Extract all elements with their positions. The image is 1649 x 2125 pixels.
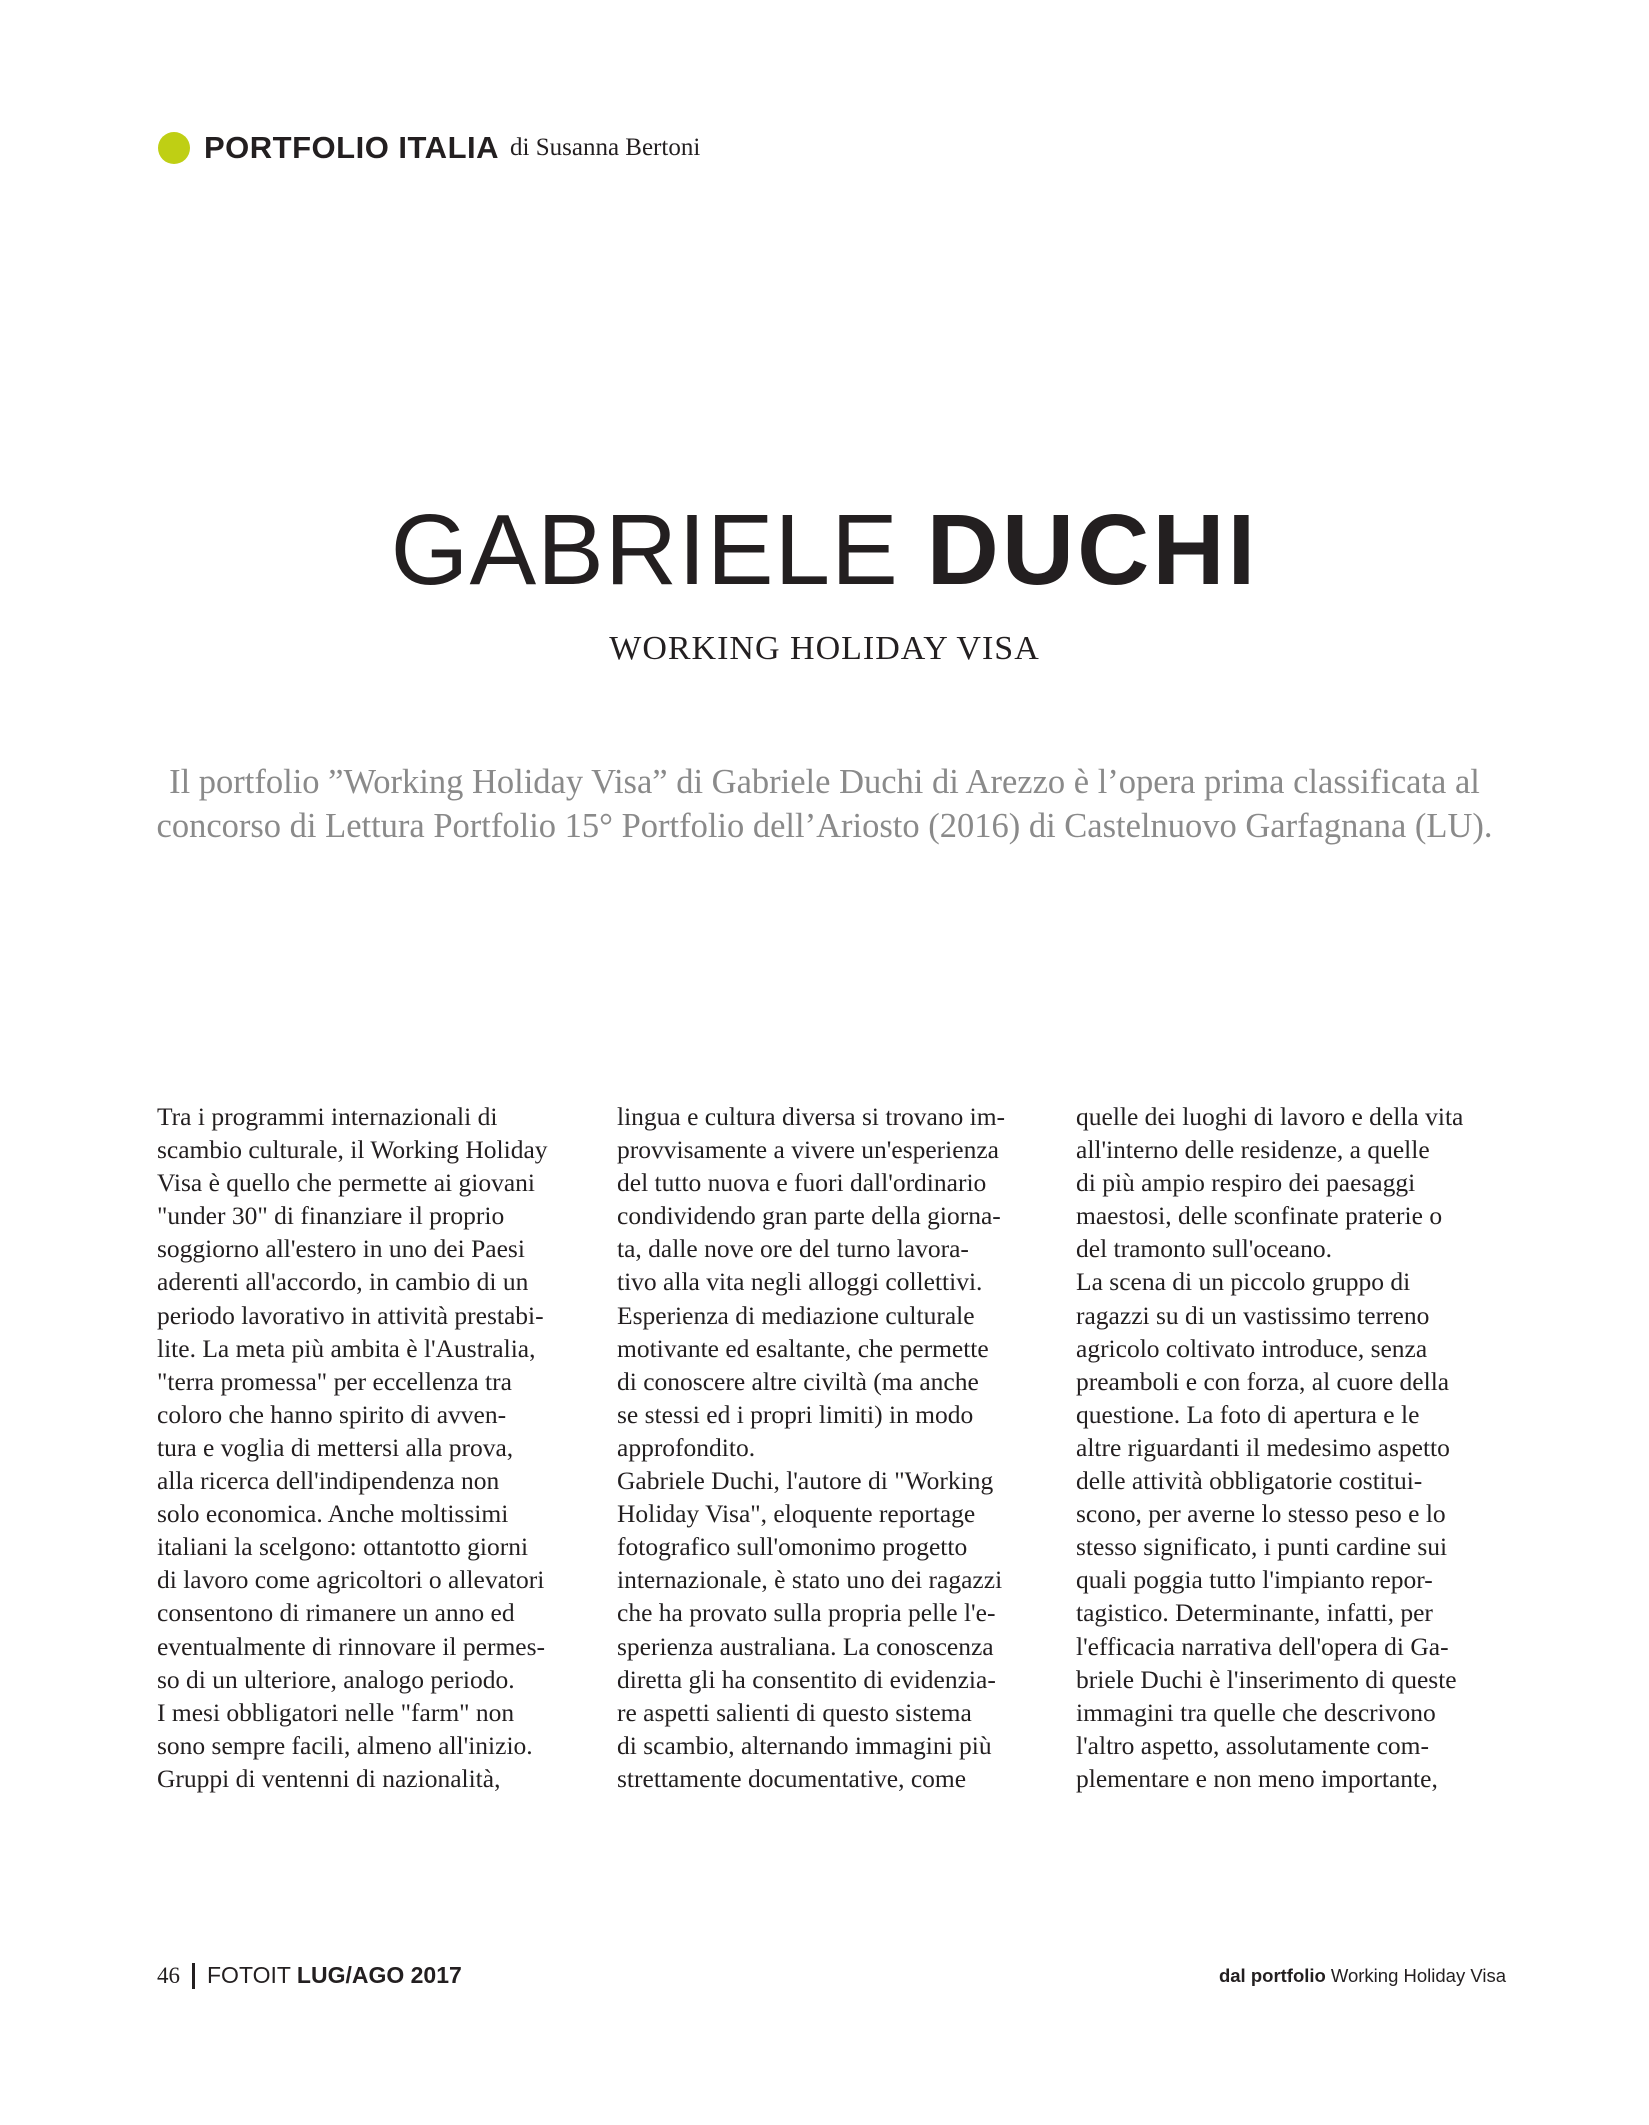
body-text-line: re aspetti salienti di questo sistema [617, 1697, 972, 1727]
body-text-line: Visa è quello che permette ai giovani [157, 1168, 535, 1198]
body-text-line: l'altro aspetto, assolutamente com- [1076, 1730, 1429, 1760]
body-text-line: La scena di un piccolo gruppo di [1076, 1267, 1411, 1297]
body-text-line: maestosi, delle sconfinate praterie o [1076, 1201, 1443, 1231]
body-text-line: che ha provato sulla propria pelle l'e- [617, 1598, 996, 1628]
body-text-line: quelle dei luoghi di lavoro e della vita [1076, 1102, 1464, 1131]
footer-article-title: Working Holiday Visa [1330, 1965, 1506, 1986]
body-column-1 [157, 1100, 587, 1795]
title-first-name: GABRIELE [390, 494, 899, 606]
body-text-line: Gruppi di ventenni di nazionalità, [157, 1763, 501, 1793]
footer-divider [192, 1963, 195, 1989]
body-text-line: solo economica. Anche moltissimi [157, 1499, 509, 1529]
body-text-line: tura e voglia di mettersi alla prova, [157, 1432, 514, 1462]
footer-section-label: dal portfolio [1218, 1965, 1326, 1986]
body-text-line: Holiday Visa", eloquente reportage [617, 1499, 976, 1529]
body-text-line: di scambio, alternando immagini più [617, 1730, 992, 1760]
body-text-line: so di un ulteriore, analogo periodo. [157, 1664, 515, 1694]
section-bullet-icon [158, 132, 190, 164]
body-text-line: Tra i programmi internazionali di [157, 1102, 498, 1131]
footer-right [1219, 1965, 1506, 1987]
section-byline: di Susanna Bertoni [510, 134, 701, 161]
body-text-line: periodo lavorativo in attività prestabi- [157, 1300, 544, 1330]
body-text-line: questione. La foto di apertura e le [1076, 1399, 1420, 1429]
body-text-line: condividendo gran parte della giorna- [617, 1201, 1001, 1231]
body-text-line: tivo alla vita negli alloggi collettivi. [617, 1267, 983, 1297]
body-text-line: altre riguardanti il medesimo aspetto [1076, 1432, 1450, 1462]
body-text-line: briele Duchi è l'inserimento di queste [1076, 1664, 1457, 1694]
body-text-line: aderenti all'accordo, in cambio di un [157, 1267, 529, 1297]
title-last-name: DUCHI [926, 494, 1259, 606]
body-text-line: plementare e non meno importante, [1076, 1763, 1438, 1793]
body-column-2 [617, 1100, 1047, 1795]
body-text-line: l'efficacia narrativa dell'opera di Ga- [1076, 1631, 1449, 1661]
body-text-line: tagistico. Determinante, infatti, per [1076, 1598, 1433, 1628]
body-text-line: immagini tra quelle che descrivono [1076, 1697, 1436, 1727]
body-text-line: scambio culturale, il Working Holiday [157, 1135, 548, 1165]
body-text-line: sperienza australiana. La conoscenza [617, 1631, 994, 1661]
body-text-line: alla ricerca dell'indipendenza non [157, 1466, 500, 1496]
intro-paragraph [140, 760, 1509, 848]
body-text-line: "terra promessa" per eccellenza tra [157, 1366, 512, 1396]
body-text-line: del tramonto sull'oceano. [1076, 1234, 1332, 1264]
body-text-line: del tutto nuova e fuori dall'ordinario [617, 1168, 987, 1198]
body-text-line: all'interno delle residenze, a quelle [1076, 1135, 1430, 1165]
body-text-line: sono sempre facili, almeno all'inizio. [157, 1730, 533, 1760]
body-text-line: di più ampio respiro dei paesaggi [1076, 1168, 1416, 1198]
intro-line: Il portfolio ”Working Holiday Visa” di Gabriele Duchi di Arezzo è l’opera prima classificata al [169, 763, 1480, 801]
body-text-line: fotografico sull'omonimo progetto [617, 1532, 968, 1562]
body-text-line: se stessi ed i propri limiti) in modo [617, 1399, 974, 1429]
body-text-line: I mesi obbligatori nelle "farm" non [157, 1697, 515, 1727]
body-text-line: eventualmente di rinnovare il permes- [157, 1631, 546, 1661]
body-column-3 [1076, 1100, 1506, 1795]
article-subtitle: WORKING HOLIDAY VISA [609, 630, 1040, 667]
intro-line: concorso di Lettura Portfolio 15° Portfolio dell’Ariosto (2016) di Castelnuovo Garfagnana (LU). [156, 807, 1493, 845]
body-text-line: stesso significato, i punti cardine sui [1076, 1532, 1448, 1562]
body-text-line: strettamente documentative, come [617, 1763, 967, 1793]
body-text-line: soggiorno all'estero in uno dei Paesi [157, 1234, 525, 1264]
body-text-line: preamboli e con forza, al cuore della [1076, 1366, 1450, 1396]
body-text-line: scono, per averne lo stesso peso e lo [1076, 1499, 1446, 1529]
body-text-line: Esperienza di mediazione culturale [617, 1300, 975, 1330]
body-text-line: lite. La meta più ambita è l'Australia, [157, 1333, 536, 1363]
body-text-line: delle attività obbligatorie costitui- [1076, 1466, 1423, 1496]
body-text-line: Gabriele Duchi, l'autore di "Working [617, 1466, 994, 1496]
body-text-line: coloro che hanno spirito di avven- [157, 1399, 507, 1429]
magazine-name: FOTOIT [207, 1962, 291, 1988]
article-title [0, 494, 1649, 606]
body-text-line: di conoscere altre civiltà (ma anche [617, 1366, 979, 1396]
body-text-line: ta, dalle nove ore del turno lavora- [617, 1234, 969, 1264]
body-text-line: di lavoro come agricoltori o allevatori [157, 1565, 545, 1595]
body-text-line: agricolo coltivato introduce, senza [1076, 1333, 1428, 1363]
body-text-line: provvisamente a vivere un'esperienza [617, 1135, 999, 1165]
footer-left [157, 1962, 462, 1989]
body-text-line: "under 30" di finanziare il proprio [157, 1201, 505, 1231]
body-text-line: approfondito. [617, 1432, 756, 1462]
body-text-line: diretta gli ha consentito di evidenzia- [617, 1664, 996, 1694]
body-text-line: quali poggia tutto l'impianto repor- [1076, 1565, 1433, 1595]
page-number: 46 [157, 1962, 180, 1988]
body-text-line: motivante ed esaltante, che permette [617, 1333, 989, 1363]
body-text-line: ragazzi su di un vastissimo terreno [1076, 1300, 1430, 1330]
body-text-line: lingua e cultura diversa si trovano im- [617, 1102, 1006, 1131]
section-header [158, 130, 700, 166]
section-title: PORTFOLIO ITALIA [204, 130, 500, 165]
magazine-issue: LUG/AGO 2017 [296, 1962, 462, 1988]
body-text-line: internazionale, è stato uno dei ragazzi [617, 1565, 1003, 1595]
body-text-line: italiani la scelgono: ottantotto giorni [157, 1532, 529, 1562]
body-text-line: consentono di rimanere un anno ed [157, 1598, 515, 1628]
